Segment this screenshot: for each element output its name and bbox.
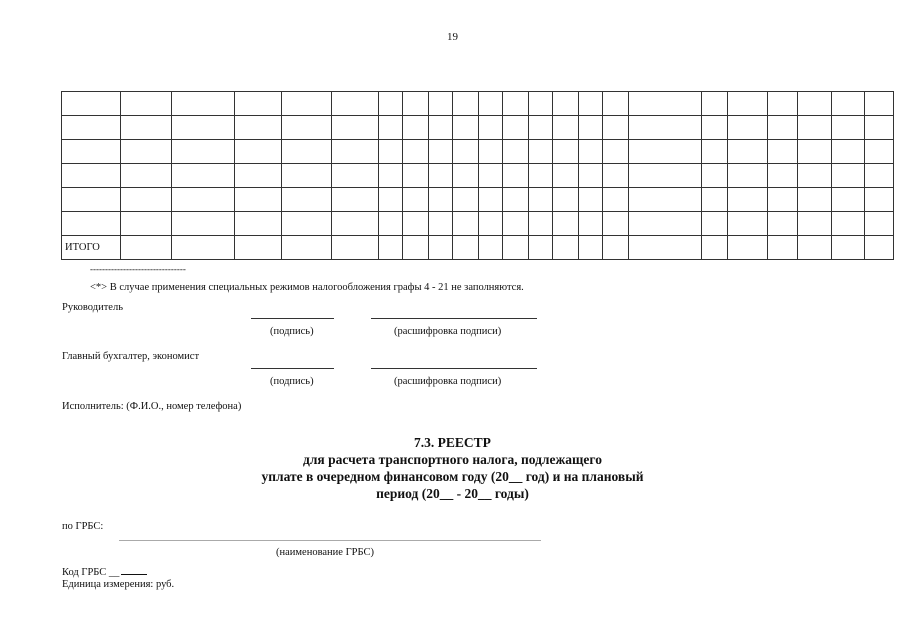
table-cell[interactable]	[121, 116, 172, 140]
table-cell[interactable]	[768, 212, 798, 236]
table-cell[interactable]	[379, 188, 403, 212]
table-cell[interactable]	[379, 140, 403, 164]
table-cell[interactable]	[282, 212, 332, 236]
table-cell[interactable]	[379, 236, 403, 260]
table-cell[interactable]	[629, 116, 702, 140]
table-cell[interactable]	[62, 188, 121, 212]
table-cell[interactable]	[832, 212, 865, 236]
table-cell[interactable]	[553, 212, 579, 236]
table-cell[interactable]	[503, 140, 529, 164]
table-cell[interactable]	[529, 212, 553, 236]
table-cell[interactable]	[529, 236, 553, 260]
table-cell[interactable]	[798, 92, 832, 116]
table-cell[interactable]	[282, 188, 332, 212]
table-cell[interactable]	[172, 164, 235, 188]
table-cell[interactable]	[121, 140, 172, 164]
table-cell[interactable]	[768, 116, 798, 140]
table-cell[interactable]	[379, 212, 403, 236]
table-cell[interactable]	[235, 92, 282, 116]
table-cell[interactable]	[603, 188, 629, 212]
head-decoding-caption: (расшифровка подписи)	[394, 326, 502, 337]
table-total-row	[62, 236, 894, 260]
table-cell[interactable]	[629, 92, 702, 116]
table-cell[interactable]	[479, 116, 503, 140]
table-cell[interactable]	[529, 164, 553, 188]
table-cell[interactable]	[728, 164, 768, 188]
table-cell[interactable]	[121, 188, 172, 212]
table-cell[interactable]	[429, 188, 453, 212]
table-cell[interactable]	[332, 236, 379, 260]
table-cell[interactable]	[768, 92, 798, 116]
table-cell[interactable]	[798, 236, 832, 260]
table-cell[interactable]	[529, 92, 553, 116]
table-row	[62, 164, 894, 188]
table-cell[interactable]	[503, 116, 529, 140]
table-cell[interactable]	[379, 116, 403, 140]
table-cell[interactable]	[403, 188, 429, 212]
table-cell[interactable]	[768, 140, 798, 164]
table-cell[interactable]	[503, 212, 529, 236]
table-cell[interactable]	[553, 116, 579, 140]
table-cell[interactable]	[529, 116, 553, 140]
table-cell[interactable]	[429, 164, 453, 188]
table-cell[interactable]	[579, 212, 603, 236]
table-cell[interactable]	[282, 92, 332, 116]
table-cell[interactable]	[403, 164, 429, 188]
head-decoding-line[interactable]	[371, 318, 537, 319]
grbs-code-label: Код ГРБС __	[62, 566, 147, 578]
table-cell[interactable]	[728, 140, 768, 164]
table-cell[interactable]	[529, 140, 553, 164]
table-cell[interactable]	[479, 188, 503, 212]
table-cell[interactable]	[282, 164, 332, 188]
table-cell[interactable]	[379, 164, 403, 188]
table-cell[interactable]	[403, 236, 429, 260]
table-cell[interactable]	[832, 188, 865, 212]
table-cell[interactable]	[429, 92, 453, 116]
table-cell[interactable]	[121, 212, 172, 236]
table-cell[interactable]	[728, 188, 768, 212]
table-cell[interactable]	[728, 92, 768, 116]
table-cell[interactable]	[429, 236, 453, 260]
table-cell[interactable]	[865, 236, 894, 260]
section-title-line: уплате в очередном финансовом году (20__ год) и на плановый	[261, 469, 644, 484]
table-cell[interactable]	[453, 116, 479, 140]
table-cell[interactable]	[832, 116, 865, 140]
table-cell[interactable]	[282, 140, 332, 164]
grbs-name-line[interactable]	[119, 540, 541, 541]
table-cell[interactable]	[429, 212, 453, 236]
table-cell[interactable]	[865, 164, 894, 188]
table-cell[interactable]	[579, 92, 603, 116]
table-cell[interactable]	[603, 92, 629, 116]
table-cell[interactable]	[865, 116, 894, 140]
table-cell[interactable]	[603, 212, 629, 236]
table-cell[interactable]	[798, 140, 832, 164]
table-cell[interactable]	[282, 116, 332, 140]
table-cell[interactable]	[503, 92, 529, 116]
table-cell[interactable]	[172, 212, 235, 236]
table-cell[interactable]	[603, 164, 629, 188]
accountant-decoding-line[interactable]	[371, 368, 537, 369]
table-cell[interactable]	[865, 140, 894, 164]
section-title-line: 7.3. РЕЕСТР	[414, 435, 491, 450]
table-cell[interactable]	[702, 212, 728, 236]
table-cell[interactable]	[832, 236, 865, 260]
table-cell[interactable]	[172, 116, 235, 140]
table-cell[interactable]	[235, 140, 282, 164]
table-cell[interactable]	[702, 92, 728, 116]
table-row	[62, 212, 894, 236]
table-cell[interactable]	[702, 188, 728, 212]
grbs-label: по ГРБС:	[62, 521, 104, 532]
table-cell[interactable]	[579, 188, 603, 212]
table-cell[interactable]	[62, 212, 121, 236]
page-number: 19	[447, 31, 458, 43]
table-cell[interactable]	[728, 116, 768, 140]
table-cell[interactable]	[579, 116, 603, 140]
table-cell[interactable]	[579, 164, 603, 188]
table-cell[interactable]	[332, 164, 379, 188]
table-cell[interactable]	[768, 236, 798, 260]
table-cell[interactable]	[579, 140, 603, 164]
table-cell[interactable]	[503, 188, 529, 212]
table-cell[interactable]	[553, 164, 579, 188]
table-cell[interactable]	[579, 236, 603, 260]
table-cell[interactable]	[503, 164, 529, 188]
grbs-code-field[interactable]	[121, 566, 147, 575]
table-cell[interactable]	[629, 140, 702, 164]
footnote-text: <*> В случае применения специальных режимов налогообложения графы 4 - 21 не заполняются.	[90, 282, 524, 293]
table-cell[interactable]	[553, 140, 579, 164]
head-label: Руководитель	[62, 302, 123, 313]
accountant-decoding-caption: (расшифровка подписи)	[394, 376, 502, 387]
table-cell[interactable]	[403, 212, 429, 236]
table-cell[interactable]	[121, 92, 172, 116]
table-cell[interactable]	[629, 164, 702, 188]
table-cell[interactable]	[865, 212, 894, 236]
table-cell[interactable]	[62, 92, 121, 116]
table-cell[interactable]	[62, 140, 121, 164]
table-cell[interactable]	[332, 116, 379, 140]
table-row	[62, 140, 894, 164]
section-title-line: для расчета транспортного налога, подлежащего	[303, 452, 602, 467]
section-title	[0, 434, 905, 502]
table-cell[interactable]	[429, 116, 453, 140]
table-cell[interactable]	[503, 236, 529, 260]
table-cell[interactable]	[603, 140, 629, 164]
table-cell[interactable]	[235, 212, 282, 236]
table-cell[interactable]	[865, 92, 894, 116]
table-cell[interactable]	[121, 236, 172, 260]
table-cell[interactable]	[832, 164, 865, 188]
table-cell[interactable]	[235, 236, 282, 260]
section-title-line: период (20__ - 20__ годы)	[376, 486, 529, 501]
table-cell[interactable]	[479, 164, 503, 188]
table-cell[interactable]	[172, 92, 235, 116]
table-cell[interactable]	[479, 212, 503, 236]
table-cell[interactable]	[172, 140, 235, 164]
footnote-separator: --------------------------------	[90, 264, 186, 274]
table-cell[interactable]	[798, 212, 832, 236]
table-cell[interactable]	[479, 140, 503, 164]
accountant-signature-line[interactable]	[251, 368, 334, 369]
chief-accountant-label: Главный бухгалтер, экономист	[62, 351, 200, 362]
table-cell[interactable]	[332, 92, 379, 116]
table-cell[interactable]	[553, 188, 579, 212]
table-cell[interactable]	[529, 188, 553, 212]
table-cell[interactable]	[453, 212, 479, 236]
table-cell[interactable]	[62, 116, 121, 140]
table-cell[interactable]	[453, 92, 479, 116]
table-cell[interactable]	[768, 188, 798, 212]
table-cell[interactable]	[172, 236, 235, 260]
accountant-signature-caption: (подпись)	[270, 376, 314, 387]
table-cell[interactable]	[403, 92, 429, 116]
table-cell[interactable]	[332, 140, 379, 164]
table-cell[interactable]	[865, 188, 894, 212]
table-cell[interactable]	[379, 92, 403, 116]
table-cell[interactable]	[235, 164, 282, 188]
table-cell[interactable]	[121, 164, 172, 188]
table-cell[interactable]	[702, 164, 728, 188]
table-cell[interactable]	[629, 212, 702, 236]
table-cell[interactable]	[702, 140, 728, 164]
table-row	[62, 92, 894, 116]
table-cell[interactable]	[629, 188, 702, 212]
table-cell[interactable]	[702, 236, 728, 260]
table-cell[interactable]	[403, 116, 429, 140]
table-cell[interactable]	[453, 140, 479, 164]
table-cell[interactable]	[798, 188, 832, 212]
table-cell[interactable]	[798, 116, 832, 140]
head-signature-caption: (подпись)	[270, 326, 314, 337]
table-cell[interactable]	[479, 236, 503, 260]
table-cell[interactable]	[832, 92, 865, 116]
table-row	[62, 116, 894, 140]
table-cell[interactable]	[235, 116, 282, 140]
table-cell[interactable]	[453, 236, 479, 260]
table-cell[interactable]	[403, 140, 429, 164]
table-cell[interactable]	[768, 164, 798, 188]
unit-label: Единица измерения: руб.	[62, 579, 175, 590]
grbs-caption: (наименование ГРБС)	[276, 547, 374, 558]
table-cell[interactable]	[332, 212, 379, 236]
table-cell[interactable]	[629, 236, 702, 260]
table-cell[interactable]	[553, 92, 579, 116]
table-cell[interactable]	[603, 236, 629, 260]
table-cell[interactable]	[429, 140, 453, 164]
table-cell[interactable]	[172, 188, 235, 212]
executor-label: Исполнитель: (Ф.И.О., номер телефона)	[62, 401, 242, 412]
table-cell[interactable]	[702, 116, 728, 140]
table-cell[interactable]	[728, 236, 768, 260]
table-cell[interactable]	[235, 188, 282, 212]
table-cell[interactable]	[282, 236, 332, 260]
table-cell[interactable]	[798, 164, 832, 188]
table-cell[interactable]	[832, 140, 865, 164]
table-cell[interactable]	[332, 188, 379, 212]
table-cell[interactable]	[453, 164, 479, 188]
table-cell[interactable]	[62, 164, 121, 188]
table-cell[interactable]	[728, 212, 768, 236]
registry-table	[61, 91, 894, 260]
table-row	[62, 188, 894, 212]
table-cell[interactable]	[603, 116, 629, 140]
table-cell[interactable]	[453, 188, 479, 212]
table-cell[interactable]	[479, 92, 503, 116]
head-signature-line[interactable]	[251, 318, 334, 319]
table-cell[interactable]	[553, 236, 579, 260]
total-label: ИТОГО	[62, 236, 121, 260]
